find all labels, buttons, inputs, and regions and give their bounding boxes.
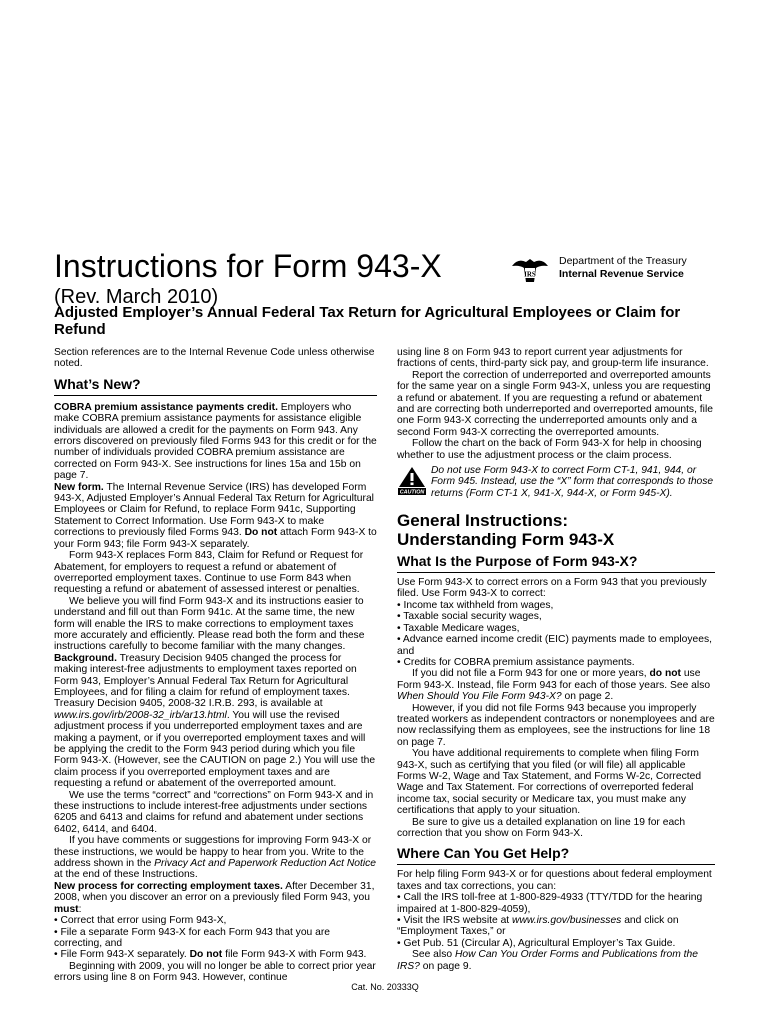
see-also-text: See also [412,949,455,961]
terms-paragraph: We use the terms “correct” and “corrections” on Form 943-X and in these instructions to include interest-free adjustments under sections 6205 and 6413 and claims for refund and abatement under sections 6402, 6414, and 6404. [54,789,374,835]
department-name: Department of the Treasury [559,255,687,267]
cobra-paragraph [54,402,377,482]
intro-paragraph: Section references are to the Internal Revenue Code unless otherwise noted. [54,347,375,370]
understanding-heading: Understanding Form 943-X [397,530,615,550]
list-item [397,915,715,938]
list-item: • Income tax withheld from wages, [397,599,554,611]
caution-box [397,465,715,501]
bullet3-text: • File Form 943-X separately. [54,949,190,961]
list-item: • Credits for COBRA premium assistance payments. [397,656,635,668]
whats-new-heading: What’s New? [54,376,377,396]
did-not-text-3: on page 2. [561,691,614,703]
list-item: • Taxable social security wages, [397,611,542,623]
left-column [54,347,377,984]
form-subtitle: Adjusted Employer’s Annual Federal Tax Return for Agricultural Employees or Claim for Refund [54,304,681,338]
background-text: Treasury Decision 9405 changed the process for making interest-free adjustments to employment taxes reported on Form 943, Employer’s Annual Federal Tax Return for Agricultural Employees, and for filing a claim for refund of employment taxes. Treasury Decision 9405, 2008-32 I.R.B. 293, is available at [54,652,357,710]
irs-eagle-icon [510,256,550,284]
agency-name: Internal Revenue Service [559,268,684,280]
did-not-bold: do not [649,668,681,680]
help-paragraph: For help filing Form 943-X or for questions about federal employment taxes and tax corrections, you can: [397,869,712,892]
see-also-paragraph [397,949,715,972]
believe-paragraph: We believe you will find Form 943-X and its instructions easier to understand and fill out than Form 941c. At the same time, the new form will enable the IRS to make corrections to employment taxes more accurately and efficiently. Please read both the form and these instructions carefully to become familiar with the many changes. [54,595,365,653]
new-form-text-2: attach Form 943-X to your Form 943; file Form 943-X separately. [54,527,377,550]
additional-paragraph: You have additional requirements to complete when filing Form 943-X, such as certifying that you filed (or will file) all applicable Forms W-2, Wage and Tax Statement, and Forms W-2c, Corrected Wage and Tax Statement. For corrections of overreported federal income tax, social security or Medicare tax, you must make any certifications that apply to your situation. [397,748,702,817]
svg-text:IRS: IRS [524,270,536,279]
list-item: • Correct that error using Form 943-X, [54,915,227,927]
did-not-text: If you did not file a Form 943 for one or more years, [412,668,650,680]
new-process-text: After December 31, 2008, when you discover an error on a previously filed Form 943, you [54,880,375,904]
caution-icon [397,466,427,496]
help-heading: Where Can You Get Help? [397,845,715,865]
see-also-italic: How Can You Order Forms and Publications from the IRS? [397,949,698,972]
new-form-lead: New form. [54,481,104,493]
irs-businesses-url: www.irs.gov/businesses [512,915,622,927]
new-form-paragraph [54,482,377,550]
list-item: • Call the IRS toll-free at 1-800-829-4933 (TTY/TDD for the hearing impaired at 1-800-829-4059), [397,892,703,915]
beginning-paragraph: Beginning with 2009, you will no longer be able to correct prior year errors using line 8 on Form 943. However, continue [54,960,376,984]
revision-date: (Rev. March 2010) [54,286,219,308]
new-form-text: The Internal Revenue Service (IRS) has developed Form 943-X, Adjusted Employer’s Annual Federal Tax Return for Agricultural Employees or Claim for Refund, to replace Form 941c, Supporting Statement to Correct Information. Use Form 943-X to make corrections to previously filed Forms 943. [54,481,374,539]
continued-paragraph: using line 8 on Form 943 to report current year adjustments for fractions of cents, third-party sick pay, and group-term life insurance. [397,347,709,370]
new-process-paragraph [54,881,377,915]
department-block [559,255,687,281]
visit-text-2: and click on “Employment Taxes,” or [397,915,679,938]
new-process-colon: : [78,903,82,915]
did-not-text-2: use Form 943-X. Instead, file Form 943 for each of those years. See also [397,668,711,691]
however-paragraph: However, if you did not file Forms 943 because you improperly treated workers as independent contractors or nonemployees and are now reclassifying them as employees, see the instructions for line 18 on page 7. [397,702,715,748]
purpose-heading: What Is the Purpose of Form 943-X? [397,553,715,573]
new-form-do-not: Do not [244,527,278,539]
list-item: • Taxable Medicare wages, [397,622,520,634]
follow-paragraph: Follow the chart on the back of Form 943-X for help in choosing whether to use the adjustment process or the claim process. [397,438,702,461]
comments-text: If you have comments or suggestions for improving Form 943-X or these instructions, we would be happy to hear from you. Write to the address shown in the [54,835,372,870]
comments-text-2: at the end of these Instructions. [54,869,198,881]
comments-paragraph [54,835,377,881]
list-item [54,949,377,960]
cobra-text: Employers who make COBRA premium assistance payments for assistance eligible individuals are allowed a credit for the payments on Form 943. Any errors discovered on previously filed Forms 943 for this credit or for the number of individuals provided COBRA premium assistance are corrected on Form 943-X. See instructions for lines 15a and 15b on page 7. [54,401,377,482]
new-process-lead: New process for correcting employment taxes. [54,880,283,892]
report-paragraph: Report the correction of underreported and overreported amounts for the same year on a single Form 943-X, unless you are requesting a refund or abatement. If you are requesting a refund or abatement and are correcting both underreported and overreported amounts, file one Form 943-X correcting the underreported amounts only and a second Form 943-X correcting the overreported amounts. [397,369,713,438]
general-instructions-heading: General Instructions: [397,511,568,531]
cobra-lead: COBRA premium assistance payments credit. [54,401,278,413]
see-also-text-2: on page 9. [419,960,472,972]
caution-label: CAUTION [399,489,425,496]
replaces-paragraph: Form 943-X replaces Form 843, Claim for Refund or Request for Abatement, for employers to request a refund or abatement of overreported employment taxes. Continue to use Form 843 when requesting a refund or abatement of assessed interest or penalties. [54,550,364,596]
bullet3-do-not: Do not [189,949,223,961]
purpose-paragraph: Use Form 943-X to correct errors on a Form 943 that you previously filed. Use Form 943-X to correct: [397,577,707,600]
background-paragraph [54,653,377,790]
list-item: • File a separate Form 943-X for each Form 943 that you are correcting, and [54,926,331,949]
visit-text: • Visit the IRS website at [397,915,513,927]
privacy-act-notice: Privacy Act and Paperwork Reduction Act Notice [154,858,377,870]
bullet3-text-2: file Form 943-X with Form 943. [222,949,367,961]
did-not-file-paragraph [397,668,715,702]
background-lead: Background. [54,652,117,664]
right-column [397,347,715,972]
be-sure-paragraph: Be sure to give us a detailed explanation on line 19 for each correction that you show on Form 943-X. [397,816,686,839]
caution-text: Do not use Form 943-X to correct Form CT-1, 941, 944, or Form 945. Instead, use the “X” form that corresponds to those returns (Form CT-1 X, 941-X, 944-X, or Form 945-X). [431,465,714,499]
background-text-2: . You will use the revised adjustment process if you underreported employment taxes and are making a payment, or if you overreported employment taxes and will be applying the credit to the Form 943 period during which you file Form 943-X. (However, see the CAUTION on page 2.) You will use the claim process if you overreported employment taxes and are requesting a refund or abatement of the overreported amount. [54,709,376,790]
list-item: • Advance earned income credit (EIC) payments made to employees, and [397,634,712,657]
page-title: Instructions for Form 943-X [54,248,442,284]
catalog-number: Cat. No. 20333Q [351,982,419,992]
new-process-must: must [54,903,79,915]
list-item: • Get Pub. 51 (Circular A), Agricultural Employer’s Tax Guide. [397,937,676,949]
did-not-italic: When Should You File Form 943-X? [397,691,562,703]
background-url: www.irs.gov/irb/2008-32_irb/ar13.html [54,709,227,721]
